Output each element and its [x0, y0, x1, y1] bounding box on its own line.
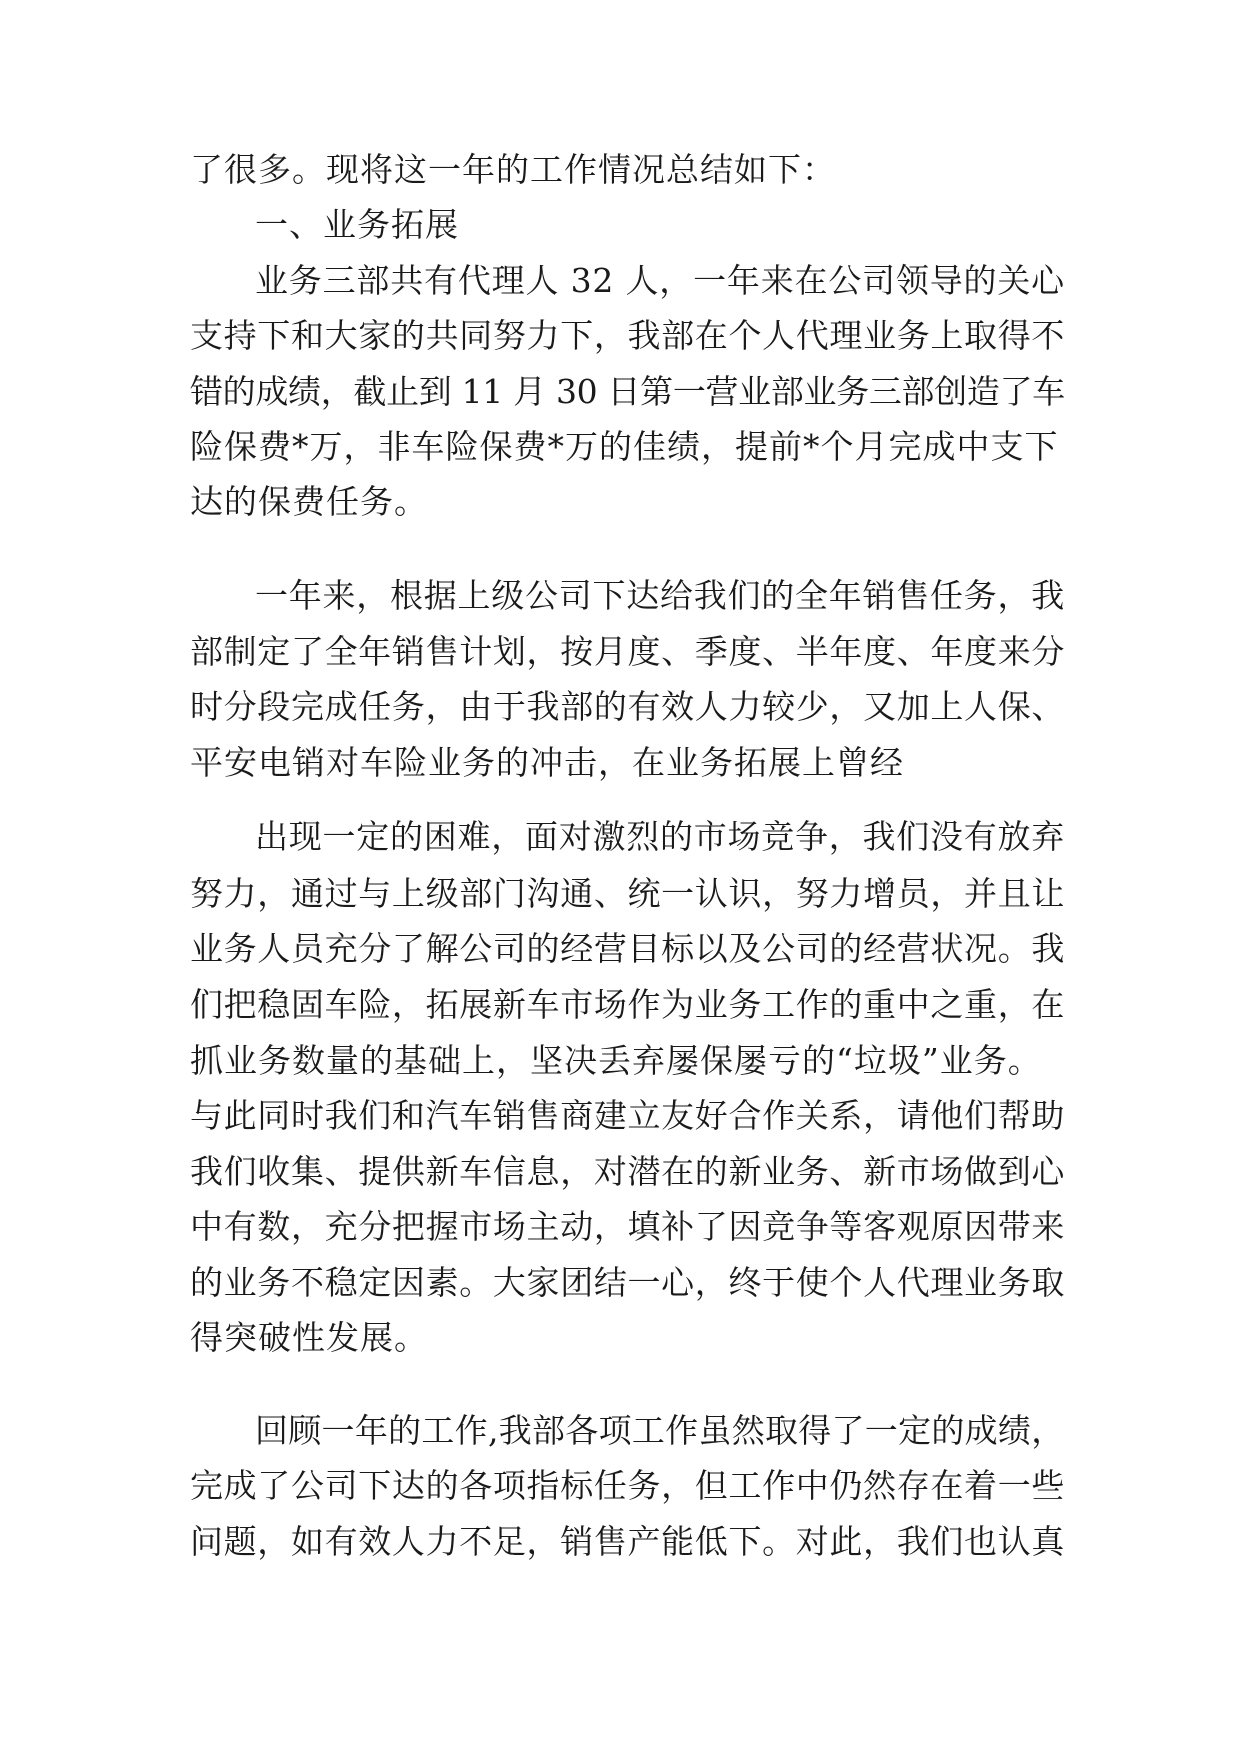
text-line: 抓业务数量的基础上，坚决丢弃屡保屡亏的“垃圾”业务。: [190, 1041, 1042, 1080]
text-line: 部制定了全年销售计划，按月度、季度、半年度、年度来分: [190, 632, 1065, 671]
text-line: 努力，通过与上级部门沟通、统一认识，努力增员，并且让: [190, 874, 1065, 913]
text-line: 达的保费任务。: [190, 482, 428, 521]
text-line: 业务人员充分了解公司的经营目标以及公司的经营状况。我: [190, 929, 1065, 968]
text-line: 完成了公司下达的各项指标任务，但工作中仍然存在着一些: [190, 1466, 1065, 1505]
text-line: 问题，如有效人力不足，销售产能低下。对此，我们也认真: [190, 1522, 1065, 1561]
text-line: 我们收集、提供新车信息，对潜在的新业务、新市场做到心: [190, 1152, 1065, 1191]
text-line: 平安电销对车险业务的冲击，在业务拓展上曾经: [190, 743, 904, 782]
text-line: 回顾一年的工作,我部各项工作虽然取得了一定的成绩，: [255, 1411, 1065, 1450]
text-line: 业务三部共有代理人 32 人，一年来在公司领导的关心: [255, 261, 1065, 300]
text-line: 与此同时我们和汽车销售商建立友好合作关系，请他们帮助: [190, 1096, 1065, 1135]
text-line: 了很多。现将这一年的工作情况总结如下：: [190, 150, 836, 189]
text-line: 一年来，根据上级公司下达给我们的全年销售任务，我: [255, 576, 1065, 615]
section-heading: 一、业务拓展: [255, 205, 459, 244]
text-line: 们把稳固车险，拓展新车市场作为业务工作的重中之重，在: [190, 985, 1065, 1024]
text-line: 中有数，充分把握市场主动，填补了因竞争等客观原因带来: [190, 1207, 1065, 1246]
text-line: 错的成绩，截止到 11 月 30 日第一营业部业务三部创造了车: [190, 372, 1065, 411]
text-line: 险保费*万，非车险保费*万的佳绩，提前*个月完成中支下: [190, 427, 1059, 466]
text-line: 支持下和大家的共同努力下，我部在个人代理业务上取得不: [190, 316, 1065, 355]
text-line: 的业务不稳定因素。大家团结一心，终于使个人代理业务取: [190, 1263, 1065, 1302]
text-line: 时分段完成任务，由于我部的有效人力较少，又加上人保、: [190, 687, 1065, 726]
text-line: 得突破性发展。: [190, 1318, 428, 1357]
text-line: 出现一定的困难，面对激烈的市场竞争，我们没有放弃: [255, 817, 1065, 856]
